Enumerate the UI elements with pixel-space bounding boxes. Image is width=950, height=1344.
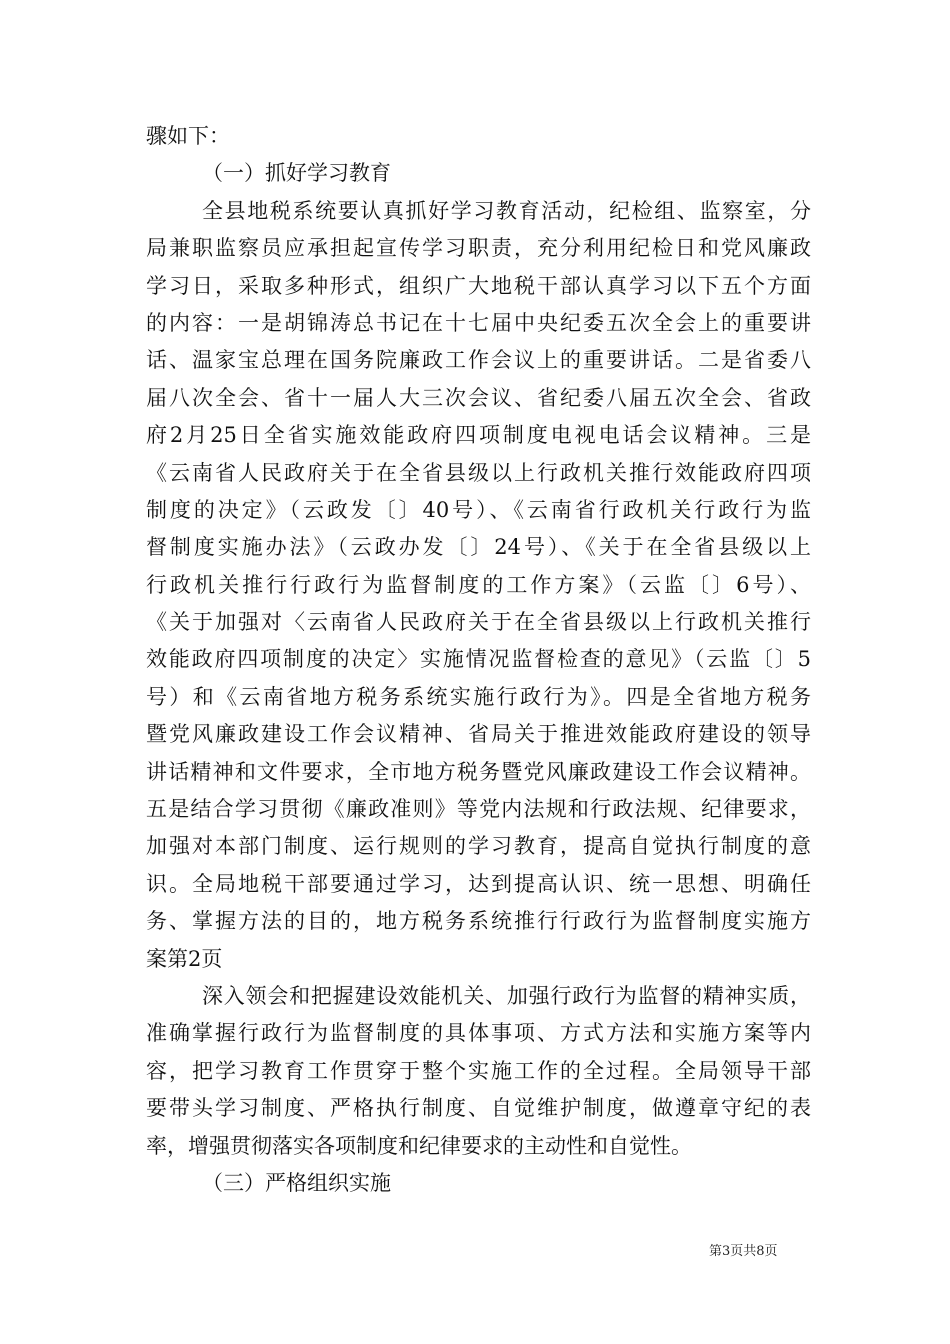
text-line: 制度的决定》（云政发〔〕40号）、《云南省行政机关行政行为监 <box>146 497 811 522</box>
text-line: 学习日，采取多种形式，组织广大地税干部认真学习以下五个方面 <box>146 273 811 298</box>
text-line: 督制度实施办法》（云政办发〔〕24号）、《关于在全省县级以上 <box>146 535 811 560</box>
page-number: 第3页共8页 <box>709 1244 778 1259</box>
text-line: 五是结合学习贯彻《廉政准则》等党内法规和行政法规、纪律要求， <box>146 797 811 822</box>
document-body <box>146 118 811 1202</box>
text-line: 行政机关推行行政行为监督制度的工作方案》（云监〔〕6号）、 <box>146 572 811 597</box>
paragraph-first-line: 深入领会和把握建设效能机关、加强行政行为监督的精神实质， <box>202 983 811 1008</box>
text-line: 率，增强贯彻落实各项制度和纪律要求的主动性和自觉性。 <box>146 1133 692 1158</box>
text-line: 骤如下： <box>146 124 230 148</box>
text-line: 局兼职监察员应承担起宣传学习职责，充分利用纪检日和党风廉政 <box>146 236 811 261</box>
text-line: 暨党风廉政建设工作会议精神、省局关于推进效能政府建设的领导 <box>146 722 811 747</box>
text-line: 府2月25日全省实施效能政府四项制度电视电话会议精神。三是 <box>146 423 811 448</box>
paragraph-first-line: 全县地税系统要认真抓好学习教育活动，纪检组、监察室，分 <box>202 198 811 223</box>
text-line: 案第2页 <box>146 946 223 971</box>
text-line: 识。全局地税干部要通过学习，达到提高认识、统一思想、明确任 <box>146 871 811 896</box>
text-line: 话、温家宝总理在国务院廉政工作会议上的重要讲话。二是省委八 <box>146 348 811 373</box>
text-line: 加强对本部门制度、运行规则的学习教育，提高自觉执行制度的意 <box>146 834 811 859</box>
text-line: 务、掌握方法的目的，地方税务系统推行行政行为监督制度实施方 <box>146 909 811 934</box>
text-line: 准确掌握行政行为监督制度的具体事项、方式方法和实施方案等内 <box>146 1021 811 1046</box>
text-line: 号）和《云南省地方税务系统实施行政行为》。四是全省地方税务 <box>146 684 811 709</box>
text-line: 效能政府四项制度的决定〉实施情况监督检查的意见》（云监〔〕5 <box>146 647 811 672</box>
text-line: 《关于加强对〈云南省人民政府关于在全省县级以上行政机关推行 <box>146 610 811 635</box>
text-line: 容，把学习教育工作贯穿于整个实施工作的全过程。全局领导干部 <box>146 1058 811 1083</box>
section-heading: （一）抓好学习教育 <box>202 161 391 186</box>
section-heading: （三）严格组织实施 <box>202 1170 391 1195</box>
text-line: 讲话精神和文件要求，全市地方税务暨党风廉政建设工作会议精神。 <box>146 759 811 784</box>
text-line: 《云南省人民政府关于在全省县级以上行政机关推行效能政府四项 <box>146 460 811 485</box>
text-line: 要带头学习制度、严格执行制度、自觉维护制度，做遵章守纪的表 <box>146 1096 811 1121</box>
text-line: 届八次全会、省十一届人大三次会议、省纪委八届五次全会、省政 <box>146 385 811 410</box>
text-line: 的内容：一是胡锦涛总书记在十七届中央纪委五次全会上的重要讲 <box>146 310 811 335</box>
